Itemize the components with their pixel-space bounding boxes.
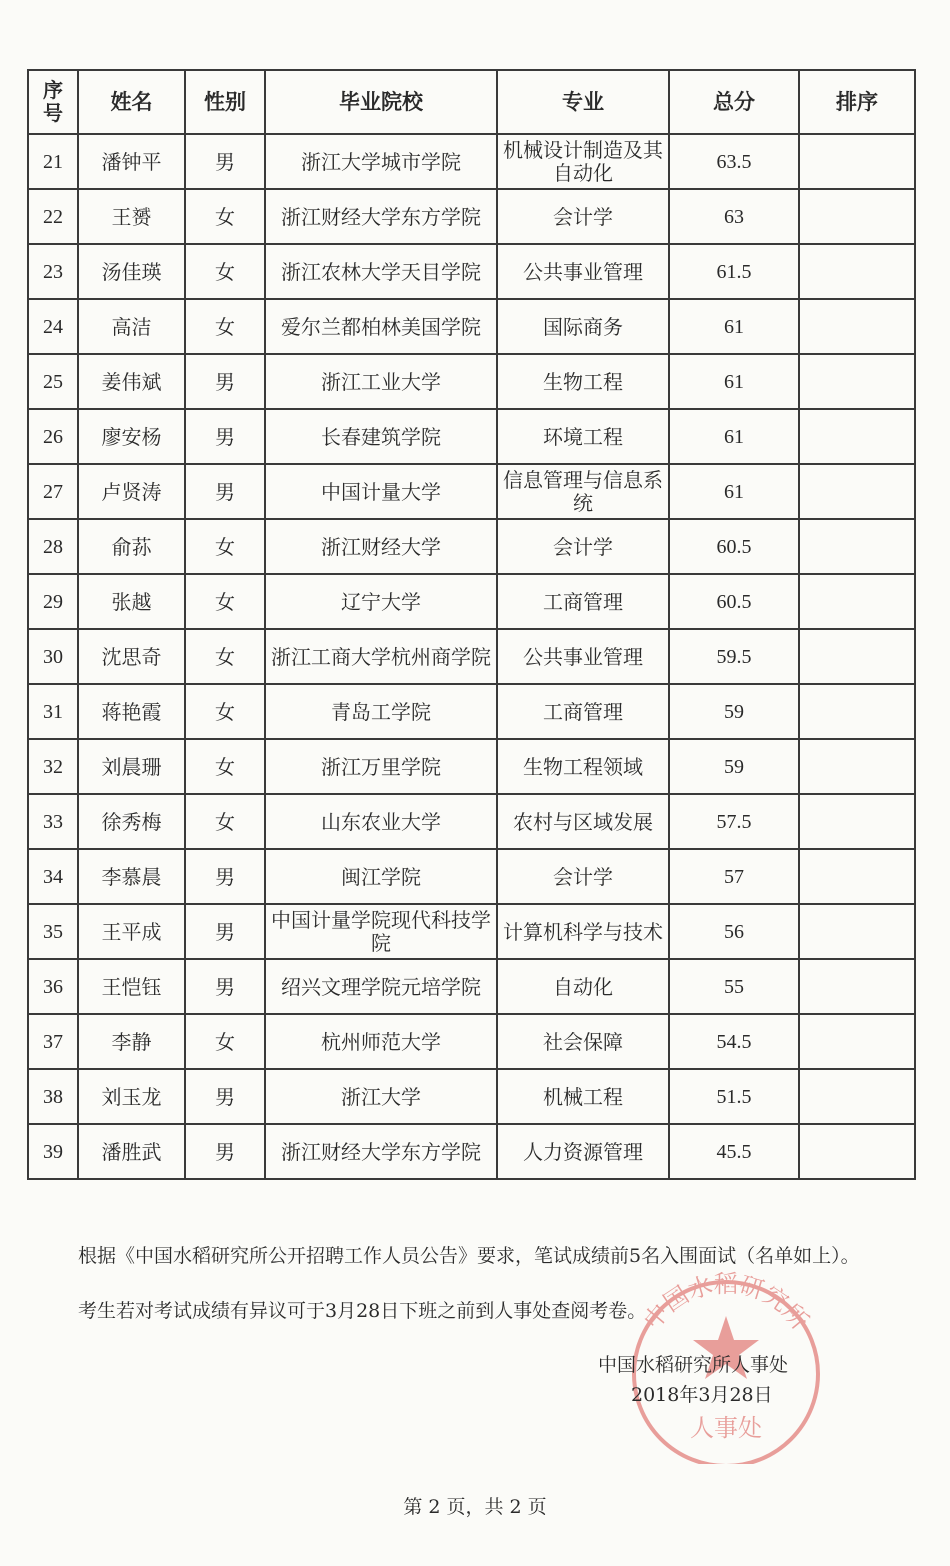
cell-rank [799,189,915,244]
cell-rank [799,244,915,299]
table-header-row [28,70,915,134]
cell-score: 61 [669,464,799,519]
cell-seq: 37 [28,1014,78,1069]
cell-gender: 男 [185,959,265,1014]
cell-major: 会计学 [497,189,669,244]
cell-name: 姜伟斌 [78,354,185,409]
cell-seq: 36 [28,959,78,1014]
cell-gender: 女 [185,1014,265,1069]
cell-name: 李静 [78,1014,185,1069]
cell-score: 61 [669,409,799,464]
cell-name: 沈思奇 [78,629,185,684]
table-row [28,409,915,464]
cell-major: 工商管理 [497,574,669,629]
cell-gender: 女 [185,519,265,574]
cell-seq: 23 [28,244,78,299]
cell-seq: 28 [28,519,78,574]
signature-org: 中国水稻研究所人事处 [598,1354,789,1376]
header-seq: 序 号 [28,70,78,134]
table-row [28,519,915,574]
cell-school: 浙江财经大学东方学院 [265,189,497,244]
table-row [28,299,915,354]
cell-seq: 25 [28,354,78,409]
cell-major: 会计学 [497,519,669,574]
cell-score: 59 [669,739,799,794]
cell-name: 张越 [78,574,185,629]
table-row [28,959,915,1014]
cell-rank [799,134,915,189]
cell-seq: 38 [28,1069,78,1124]
cell-score: 55 [669,959,799,1014]
cell-name: 潘胜武 [78,1124,185,1179]
cell-school: 闽江学院 [265,849,497,904]
cell-gender: 女 [185,629,265,684]
header-gender: 性别 [185,70,265,134]
cell-gender: 女 [185,189,265,244]
cell-name: 潘钟平 [78,134,185,189]
cell-gender: 男 [185,354,265,409]
cell-school: 浙江财经大学东方学院 [265,1124,497,1179]
note-paragraph-interview: 根据《中国水稻研究所公开招聘工作人员公告》要求，笔试成绩前5名入围面试（名单如上）。 [78,1245,860,1267]
cell-school: 中国计量大学 [265,464,497,519]
table-row [28,904,915,959]
cell-rank [799,299,915,354]
cell-gender: 女 [185,244,265,299]
cell-rank [799,739,915,794]
cell-rank [799,1124,915,1179]
cell-rank [799,959,915,1014]
cell-seq: 27 [28,464,78,519]
cell-score: 63.5 [669,134,799,189]
cell-gender: 男 [185,1124,265,1179]
cell-seq: 39 [28,1124,78,1179]
header-major: 专业 [497,70,669,134]
note-paragraph-review: 考生若对考试成绩有异议可于3月28日下班之前到人事处查阅考卷。 [78,1300,647,1322]
cell-rank [799,409,915,464]
cell-major: 信息管理与信息系统 [497,464,669,519]
cell-name: 刘玉龙 [78,1069,185,1124]
table-row [28,739,915,794]
cell-school: 爱尔兰都柏林美国学院 [265,299,497,354]
cell-score: 61 [669,354,799,409]
cell-school: 浙江工业大学 [265,354,497,409]
score-table [27,69,916,1180]
cell-name: 卢贤涛 [78,464,185,519]
cell-major: 计算机科学与技术 [497,904,669,959]
cell-seq: 33 [28,794,78,849]
cell-gender: 男 [185,134,265,189]
cell-score: 61.5 [669,244,799,299]
header-name: 姓名 [78,70,185,134]
cell-rank [799,904,915,959]
cell-major: 生物工程领域 [497,739,669,794]
table-row [28,849,915,904]
cell-school: 绍兴文理学院元培学院 [265,959,497,1014]
cell-gender: 女 [185,739,265,794]
cell-seq: 22 [28,189,78,244]
cell-name: 俞荪 [78,519,185,574]
cell-seq: 21 [28,134,78,189]
cell-score: 54.5 [669,1014,799,1069]
cell-gender: 女 [185,794,265,849]
cell-school: 浙江财经大学 [265,519,497,574]
table-row [28,244,915,299]
cell-school: 杭州师范大学 [265,1014,497,1069]
cell-seq: 30 [28,629,78,684]
cell-seq: 34 [28,849,78,904]
cell-major: 社会保障 [497,1014,669,1069]
cell-school: 中国计量学院现代科技学院 [265,904,497,959]
cell-rank [799,519,915,574]
cell-seq: 24 [28,299,78,354]
cell-school: 青岛工学院 [265,684,497,739]
cell-name: 徐秀梅 [78,794,185,849]
cell-score: 61 [669,299,799,354]
table-row [28,1069,915,1124]
cell-name: 蒋艳霞 [78,684,185,739]
cell-rank [799,574,915,629]
cell-seq: 29 [28,574,78,629]
table-row [28,1124,915,1179]
table-row [28,464,915,519]
cell-score: 60.5 [669,574,799,629]
cell-rank [799,1069,915,1124]
cell-school: 浙江农林大学天目学院 [265,244,497,299]
cell-major: 国际商务 [497,299,669,354]
cell-score: 57.5 [669,794,799,849]
table-row [28,684,915,739]
cell-score: 56 [669,904,799,959]
cell-gender: 男 [185,409,265,464]
table-row [28,629,915,684]
table-row [28,134,915,189]
cell-name: 李慕晨 [78,849,185,904]
cell-major: 工商管理 [497,684,669,739]
cell-school: 浙江万里学院 [265,739,497,794]
cell-seq: 35 [28,904,78,959]
table-body [28,134,915,1179]
cell-gender: 男 [185,904,265,959]
table-row [28,1014,915,1069]
table-row [28,794,915,849]
cell-rank [799,1014,915,1069]
cell-major: 人力资源管理 [497,1124,669,1179]
cell-name: 廖安杨 [78,409,185,464]
cell-major: 自动化 [497,959,669,1014]
cell-score: 63 [669,189,799,244]
cell-major: 农村与区域发展 [497,794,669,849]
table-row [28,354,915,409]
cell-rank [799,684,915,739]
cell-rank [799,794,915,849]
cell-major: 公共事业管理 [497,244,669,299]
cell-name: 王平成 [78,904,185,959]
cell-score: 45.5 [669,1124,799,1179]
cell-gender: 女 [185,299,265,354]
cell-name: 王赟 [78,189,185,244]
cell-score: 57 [669,849,799,904]
header-school: 毕业院校 [265,70,497,134]
cell-major: 会计学 [497,849,669,904]
cell-school: 长春建筑学院 [265,409,497,464]
cell-name: 王恺钰 [78,959,185,1014]
cell-rank [799,354,915,409]
cell-score: 59 [669,684,799,739]
cell-major: 生物工程 [497,354,669,409]
cell-gender: 男 [185,1069,265,1124]
signature-date: 2018年3月28日 [631,1384,773,1406]
cell-school: 浙江工商大学杭州商学院 [265,629,497,684]
svg-text:人事处: 人事处 [690,1414,762,1442]
cell-rank [799,464,915,519]
cell-name: 汤佳瑛 [78,244,185,299]
cell-major: 公共事业管理 [497,629,669,684]
header-rank: 排序 [799,70,915,134]
cell-score: 60.5 [669,519,799,574]
cell-school: 浙江大学 [265,1069,497,1124]
svg-text:中国水稻研究所: 中国水稻研究所 [638,1270,814,1335]
cell-major: 机械设计制造及其自动化 [497,134,669,189]
cell-school: 山东农业大学 [265,794,497,849]
cell-name: 高洁 [78,299,185,354]
header-score: 总分 [669,70,799,134]
cell-score: 59.5 [669,629,799,684]
cell-major: 机械工程 [497,1069,669,1124]
table-row [28,189,915,244]
cell-gender: 男 [185,464,265,519]
cell-gender: 女 [185,684,265,739]
cell-school: 辽宁大学 [265,574,497,629]
cell-rank [799,629,915,684]
cell-score: 51.5 [669,1069,799,1124]
table-row [28,574,915,629]
cell-gender: 男 [185,849,265,904]
cell-seq: 26 [28,409,78,464]
cell-major: 环境工程 [497,409,669,464]
cell-rank [799,849,915,904]
cell-gender: 女 [185,574,265,629]
cell-seq: 31 [28,684,78,739]
page-number: 第 2 页，共 2 页 [403,1496,547,1518]
cell-name: 刘晨珊 [78,739,185,794]
cell-seq: 32 [28,739,78,794]
cell-school: 浙江大学城市学院 [265,134,497,189]
